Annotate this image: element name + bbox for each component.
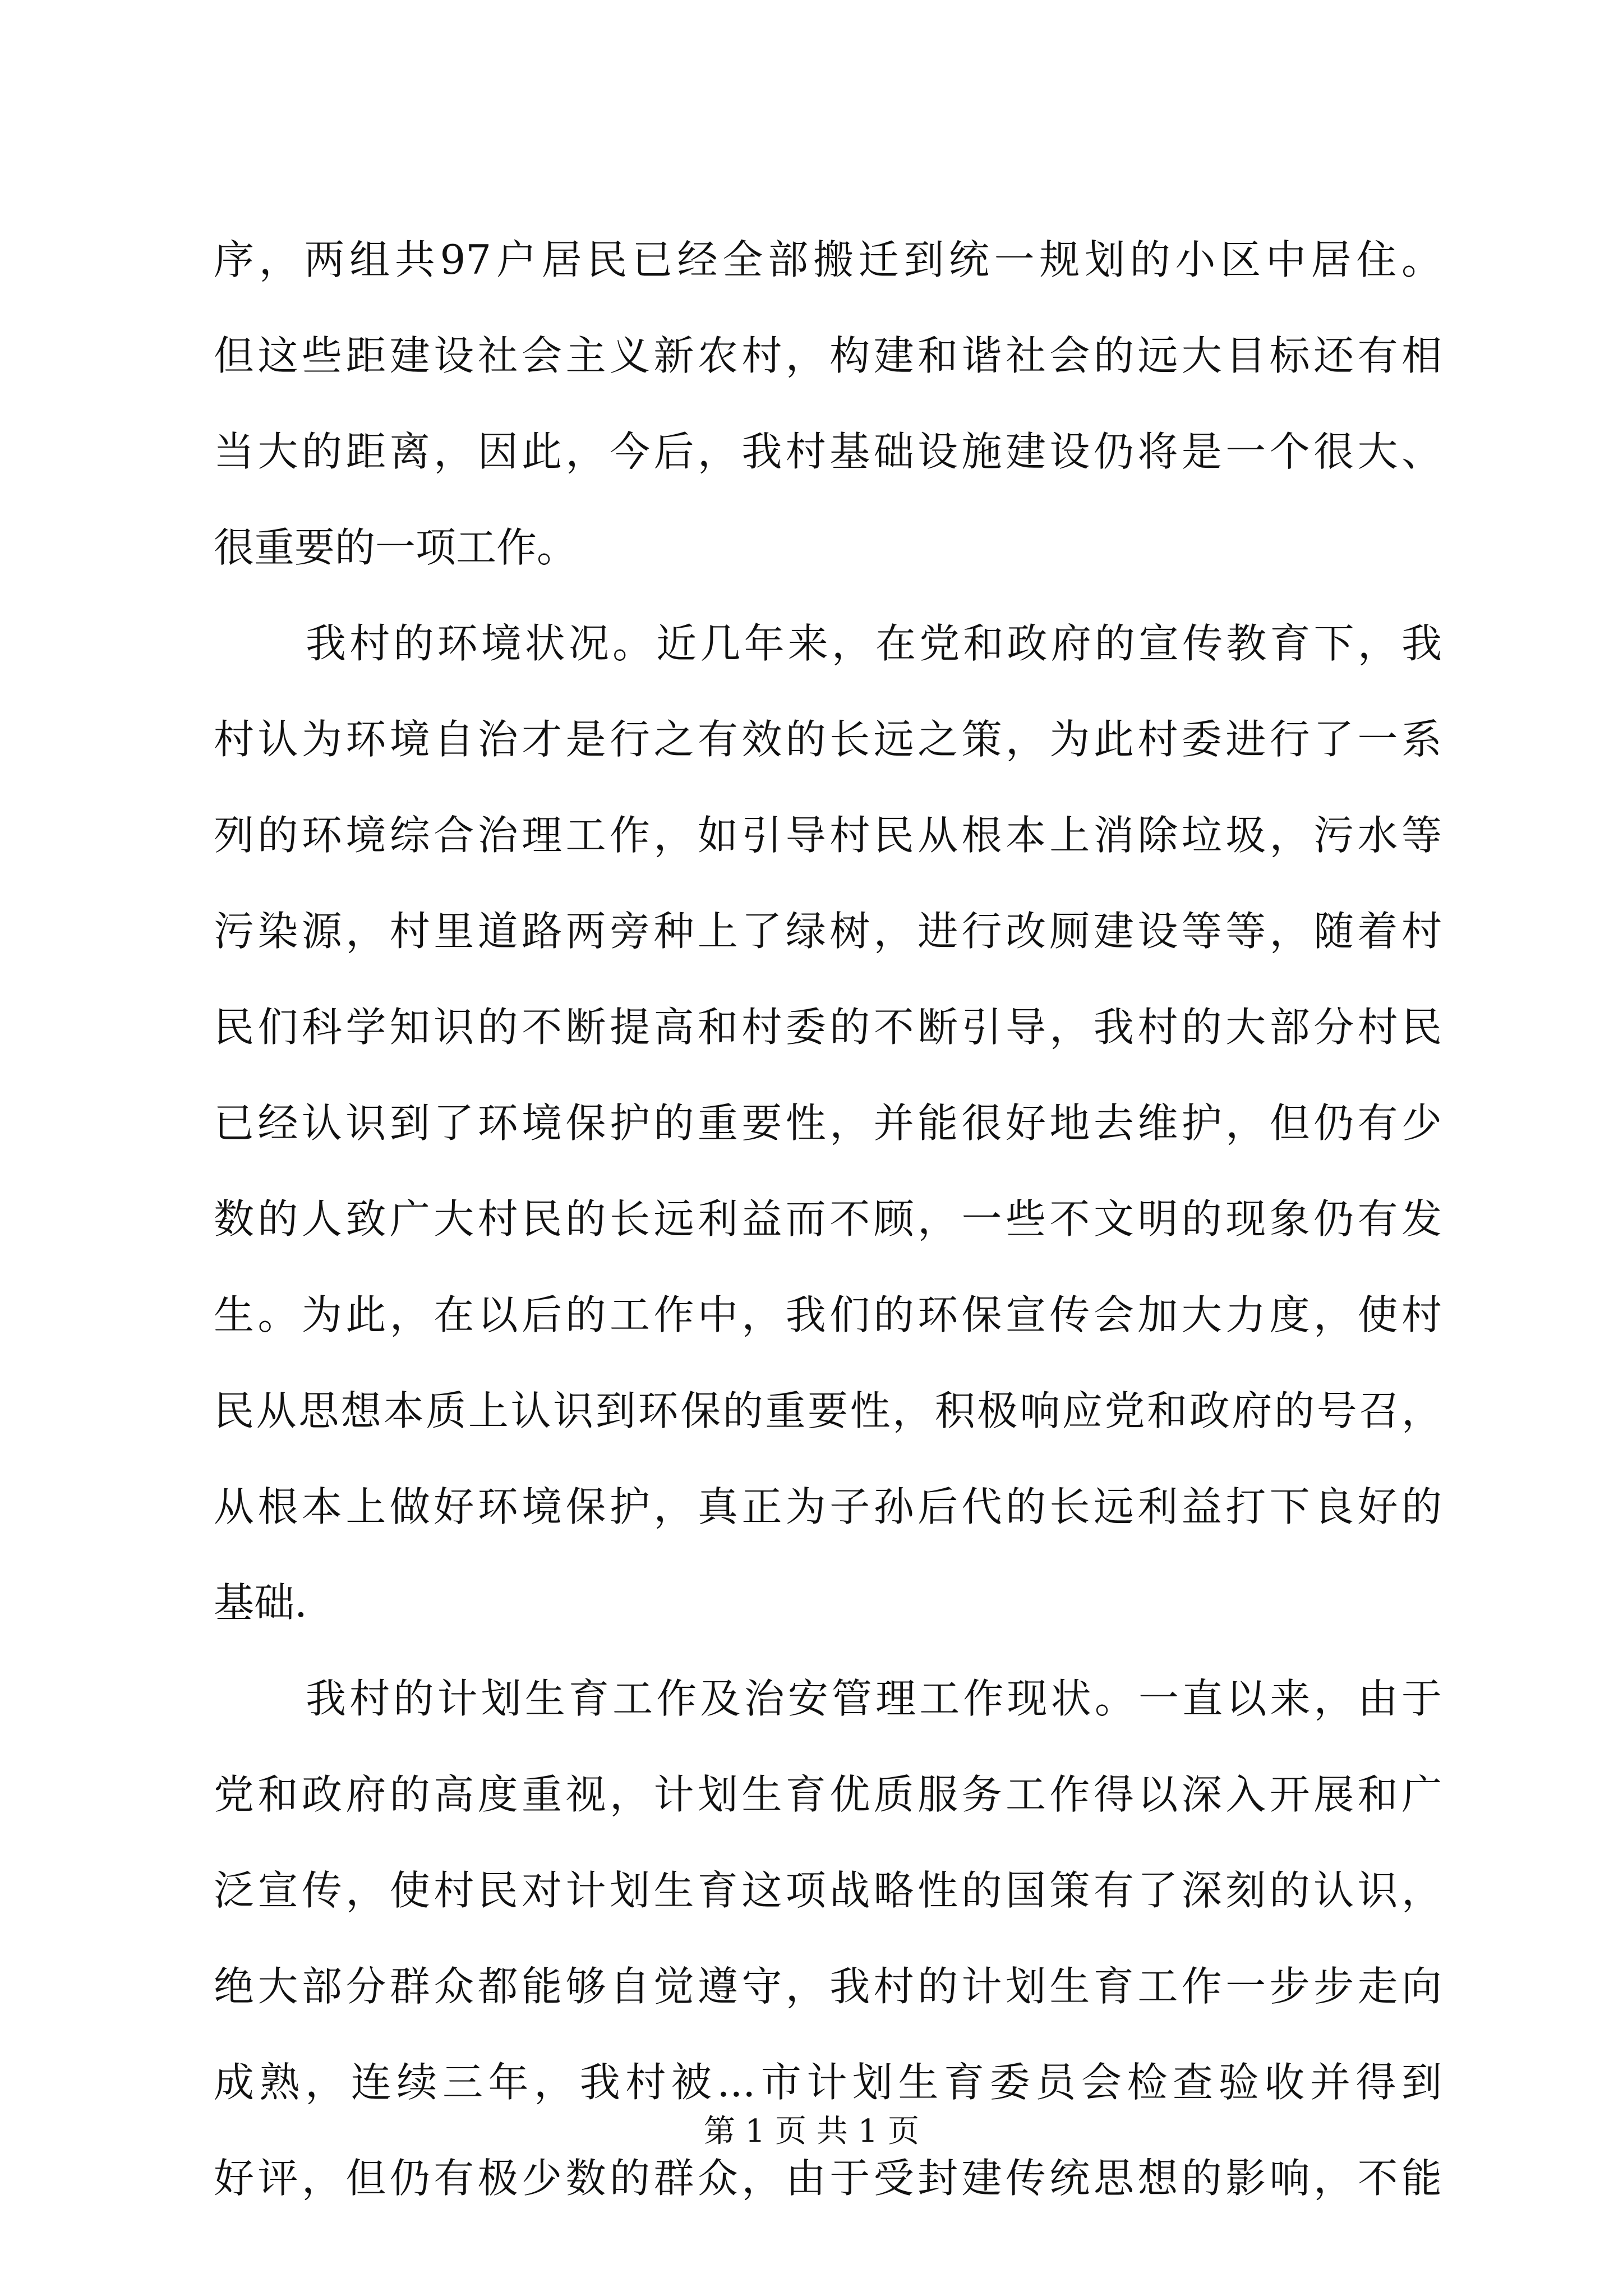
text-line: 绝大部分群众都能够自觉遵守，我村的计划生育工作一步步走向 bbox=[214, 1963, 1442, 2010]
text-line: 但这些距建设社会主义新农村，构建和谐社会的远大目标还有相 bbox=[214, 332, 1442, 379]
text-line: 民从思想本质上认识到环保的重要性，积极响应党和政府的号召， bbox=[214, 1387, 1442, 1434]
page-number-label: 第 1 页 共 1 页 bbox=[703, 2113, 920, 2150]
paragraph-1 bbox=[214, 212, 1442, 596]
text-line: 已经认识到了环境保护的重要性，并能很好地去维护，但仍有少 bbox=[214, 1099, 1442, 1147]
text-line: 序，两组共97户居民已经全部搬迁到统一规划的小区中居住。 bbox=[214, 236, 1442, 283]
text-line: 泛宣传，使村民对计划生育这项战略性的国策有了深刻的认识， bbox=[214, 1867, 1442, 1914]
text-line: 村认为环境自治才是行之有效的长远之策，为此村委进行了一系 bbox=[214, 716, 1442, 763]
text-line: 数的人致广大村民的长远利益而不顾，一些不文明的现象仍有发 bbox=[214, 1195, 1442, 1243]
text-line: 成熟，连续三年，我村被...市计划生育委员会检查验收并得到 bbox=[214, 2059, 1442, 2106]
text-line: 生。为此，在以后的工作中，我们的环保宣传会加大力度，使村 bbox=[214, 1291, 1442, 1338]
paragraph-2 bbox=[214, 596, 1442, 1651]
text-line: 从根本上做好环境保护，真正为子孙后代的长远利益打下良好的 bbox=[214, 1483, 1442, 1530]
text-line: 我村的环境状况。近几年来，在党和政府的宣传教育下，我 bbox=[306, 620, 1442, 667]
text-line: 党和政府的高度重视，计划生育优质服务工作得以深入开展和广 bbox=[214, 1771, 1442, 1818]
text-line: 污染源，村里道路两旁种上了绿树，进行改厕建设等等，随着村 bbox=[214, 908, 1442, 955]
text-line: 很重要的一项工作。 bbox=[214, 524, 578, 571]
text-line: 基础. bbox=[214, 1579, 307, 1626]
page-footer bbox=[0, 2109, 1623, 2154]
text-line: 民们科学知识的不断提高和村委的不断引导，我村的大部分村民 bbox=[214, 1004, 1442, 1051]
body-text bbox=[214, 212, 1442, 2226]
text-line: 我村的计划生育工作及治安管理工作现状。一直以来，由于 bbox=[306, 1675, 1442, 1722]
text-line: 好评，但仍有极少数的群众，由于受封建传统思想的影响，不能 bbox=[214, 2155, 1442, 2202]
text-line: 列的环境综合治理工作，如引导村民从根本上消除垃圾，污水等 bbox=[214, 812, 1442, 859]
text-line: 当大的距离，因此，今后，我村基础设施建设仍将是一个很大、 bbox=[214, 428, 1442, 475]
